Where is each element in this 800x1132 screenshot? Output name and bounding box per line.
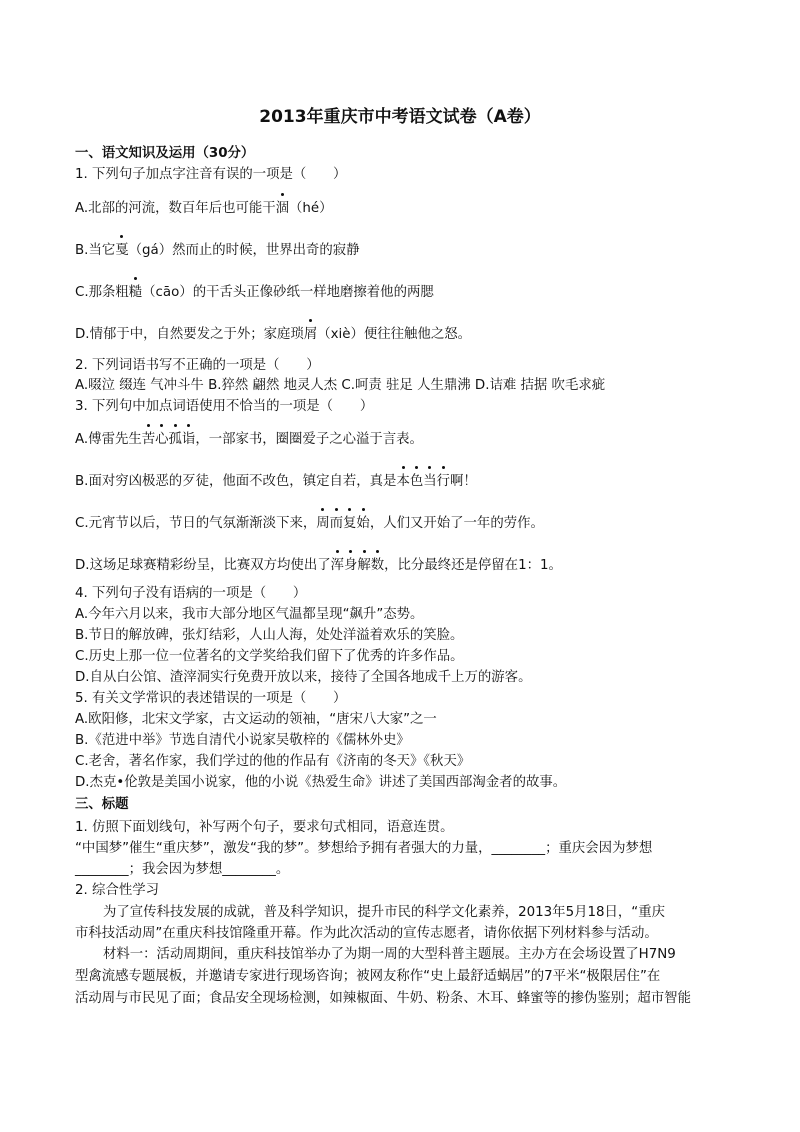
option-text: B.当它 [75, 243, 116, 258]
dotted-char: 诣 [181, 432, 196, 447]
question-5-option-c: C.老舍，著名作家，我们学过的他的作品有《济南的冬天》《秋天》 [75, 754, 471, 769]
question-5-stem: 5. 有关文学常识的表述错误的一项是（ ） [75, 691, 347, 706]
dotted-char: 周 [316, 516, 330, 531]
dotted-char: 而 [329, 516, 344, 531]
question-5-option-a: A.欧阳修，北宋文学家，古文运动的领袖，“唐宋八大家”之一 [75, 712, 437, 727]
material-one-line-3: 活动周与市民见了面；食品安全现场检测，如辣椒面、牛奶、粉条、木耳、蜂蜜等的掺伪鉴别；超市智能 [75, 991, 691, 1006]
question-1-stem: 1. 下列句子加点字注音有误的一项是（ ） [75, 167, 347, 182]
question-4-option-a: A.今年六月以来，我市大部分地区气温都呈现“飙升”态势。 [75, 607, 424, 622]
exam-title: 2013年重庆市中考语文试卷（A卷） [259, 107, 541, 127]
dotted-char: 当 [423, 474, 437, 489]
option-text: C.元宵节以后，节日的气氛渐渐淡下来， [75, 516, 317, 531]
question-3-option-d [75, 557, 562, 575]
question-5-option-b: B.《范进中举》节选自清代小说家吴敬梓的《儒林外史》 [75, 733, 410, 748]
option-text: （cāo）的干舌头正像砂纸一样地磨擦着他的两腮 [142, 285, 434, 300]
question-2-options: A.啜泣 缀连 气冲斗牛 B.猝然 翩然 地灵人杰 C.呵责 驻足 人生鼎沸 D.诘难 拮据 吹毛求疵 [75, 378, 606, 393]
question-2-stem: 2. 下列词语书写不正确的一项是（ ） [75, 358, 320, 373]
dotted-char: 苦 [141, 432, 156, 447]
option-text: ，人们又开始了一年的劳作。 [369, 516, 544, 531]
question-5-option-d: D.杰克•伦敦是美国小说家，他的小说《热爱生命》讲述了美国西部淘金者的故事。 [75, 775, 567, 790]
dotted-char: 糙 [128, 285, 143, 300]
dotted-words [396, 474, 450, 489]
question-4-option-c: C.历史上那一位一位著名的文学奖给我们留下了优秀的许多作品。 [75, 649, 464, 664]
question-3-stem: 3. 下列句中加点词语使用不恰当的一项是（ ） [75, 399, 374, 414]
intro-paragraph-line-1: 为了宣传科技发展的成就，普及科学知识，提升市民的科学文化素养，2013年5月18日，“重庆 [103, 905, 666, 920]
dotted-char: 心 [155, 432, 169, 447]
dotted-char: 色 [409, 474, 424, 489]
question-4-option-d: D.自从白公馆、渣滓洞实行免费开放以来，接待了全国各地成千上万的游客。 [75, 670, 532, 685]
dotted-char: 孤 [168, 432, 182, 447]
option-text: 啊！ [450, 474, 477, 489]
option-text: D.这场足球赛精彩纷呈，比赛双方均使出了 [75, 558, 331, 573]
option-text: C.那条粗 [75, 285, 129, 300]
dotted-char: 行 [436, 474, 450, 489]
option-text: B.面对穷凶极恶的歹徒，他面不改色，镇定自若，真是 [75, 474, 397, 489]
question-1-option-b [75, 242, 360, 260]
option-text: （hé） [289, 201, 333, 216]
dotted-char: 本 [396, 474, 410, 489]
option-text: ，一部家书，圈圈爱子之心溢于言表。 [195, 432, 423, 447]
dotted-char: 始 [356, 516, 370, 531]
question-3-option-b [75, 473, 477, 491]
question-4-option-b: B.节日的解放碑，张灯结彩，人山人海，处处洋溢着欢乐的笑脸。 [75, 628, 464, 643]
option-text: D.情郁于中，自然要发之于外；家庭琐 [75, 327, 304, 342]
option-text: A.北部的河流，数百年后也可能干 [75, 201, 276, 216]
dotted-char: 浑 [330, 558, 344, 573]
imitation-sentence-line-1: “中国梦”催生“重庆梦”，激发“我的梦”。梦想给予拥有者强大的力量，________；重庆会因为梦想 [75, 841, 653, 856]
question-4-stem: 4. 下列句子没有语病的一项是（ ） [75, 586, 307, 601]
question-1-option-a [75, 200, 333, 218]
section3-question-1-stem: 1. 仿照下面划线句，补写两个句子，要求句式相同，语意连贯。 [75, 820, 454, 835]
question-3-option-a [75, 431, 423, 449]
intro-paragraph-line-2: 市科技活动周”在重庆科技馆隆重开幕。作为此次活动的宣传志愿者，请你依据下列材料参与活动。 [75, 926, 658, 941]
dotted-words [331, 558, 385, 573]
dotted-char: 身 [344, 558, 358, 573]
question-1-option-c [75, 284, 434, 302]
dotted-char: 屑 [303, 327, 318, 342]
dotted-words [316, 516, 370, 531]
material-one-line-1: 材料一：活动周期间，重庆科技馆举办了为期一周的大型科普主题展。主办方在会场设置了H7N9 [103, 947, 676, 962]
dotted-char: 戛 [115, 243, 129, 258]
dotted-char: 解 [357, 558, 371, 573]
dotted-words [142, 432, 196, 447]
question-3-option-c [75, 515, 544, 533]
section3-question-2-stem: 2. 综合性学习 [75, 883, 159, 898]
dotted-char: 数 [370, 558, 385, 573]
option-text: （gá）然而止的时候，世界出奇的寂静 [128, 243, 360, 258]
section-heading-title: 三、标题 [75, 797, 129, 812]
section-heading-knowledge: 一、语文知识及运用（30分） [75, 146, 255, 161]
option-text: A.傅雷先生 [75, 432, 142, 447]
option-text: （xiè）便往往触他之怒。 [317, 327, 472, 342]
material-one-line-2: 型禽流感专题展板，并邀请专家进行现场咨询；被网友称作“史上最舒适蜗居”的7平米“极限居住”在 [75, 969, 661, 984]
question-1-option-d [75, 326, 471, 344]
option-text: ，比分最终还是停留在1：1。 [384, 558, 562, 573]
imitation-sentence-line-2: ________；我会因为梦想________。 [75, 862, 290, 877]
dotted-char: 涸 [275, 201, 290, 216]
dotted-char: 复 [343, 516, 357, 531]
